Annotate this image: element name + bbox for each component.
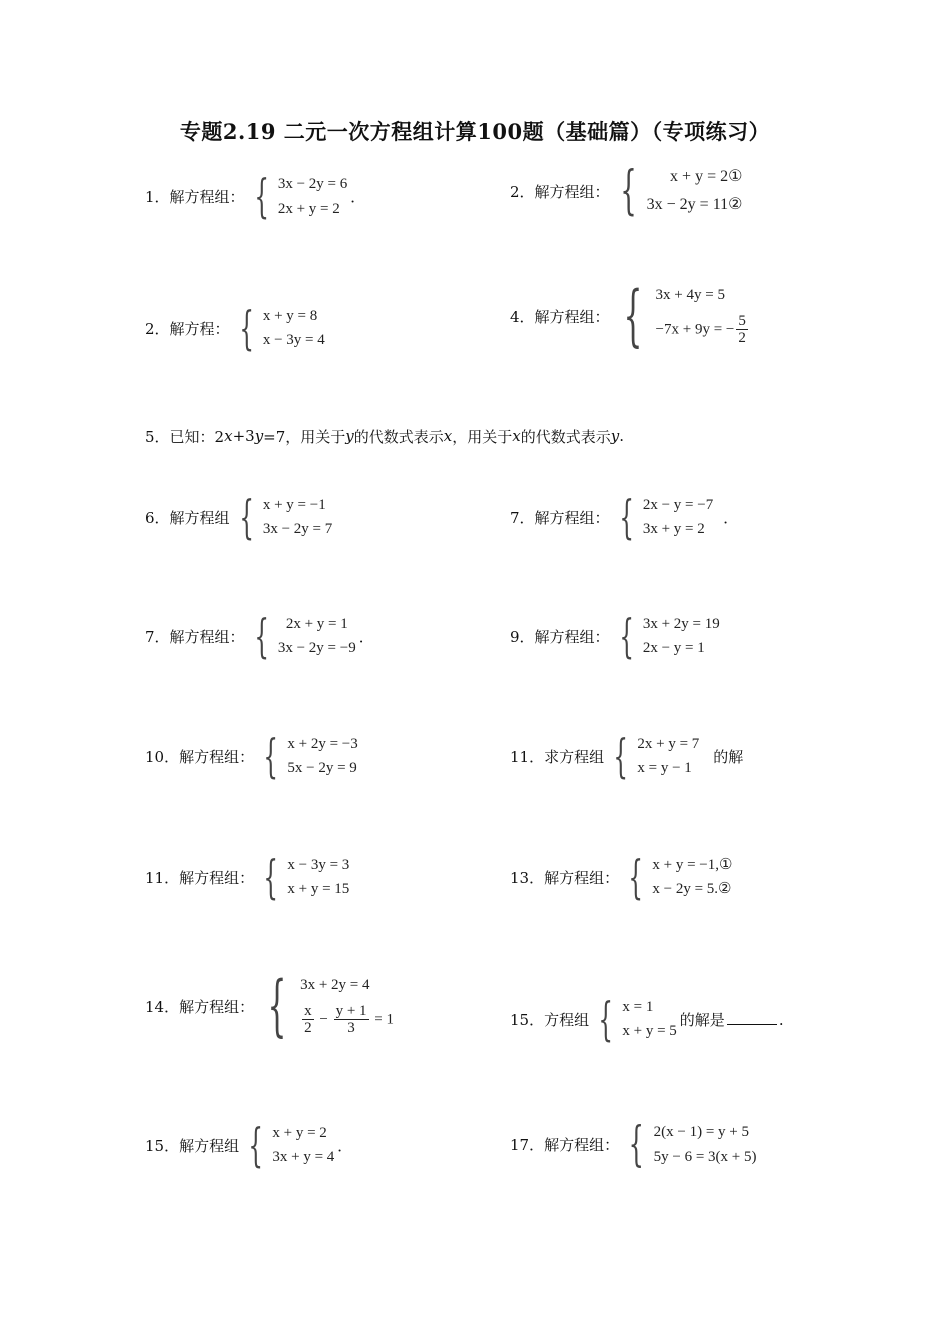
equation-1: 3x + 2y = 4 [300, 976, 370, 993]
problem-label: 6．解方程组 [145, 508, 230, 527]
equation-system [256, 850, 350, 904]
equation-2: 3x + y = 4 [272, 1149, 335, 1165]
problem-label: 10．解方程组： [145, 747, 255, 766]
problem-suffix: ． [723, 508, 739, 527]
equation-system [232, 301, 325, 355]
equation-system [241, 1118, 335, 1172]
left-brace-icon: { [238, 301, 254, 355]
equation-1: 2x + y = 7 [637, 736, 700, 752]
problem-suffix: ． [350, 187, 366, 206]
equation-system [256, 729, 358, 783]
problem-8 [145, 611, 374, 661]
equation-1: x + y = −1,① [652, 857, 733, 873]
equation-system [612, 609, 720, 663]
problem-16 [145, 1120, 352, 1170]
equation-1: x + y = 8 [262, 308, 318, 324]
equation-1: x = 1 [622, 999, 654, 1015]
equation-2: x − 3y = 4 [262, 332, 325, 348]
equation-system [612, 277, 750, 354]
equation-2: 5x − 2y = 9 [287, 760, 357, 776]
problem-13 [510, 852, 732, 902]
problem-17 [510, 1118, 757, 1170]
equation-2: $\frac{x}{2}$ − $\frac{y + 1}{3}$ = 1 [304, 1002, 394, 1036]
left-brace-icon: { [238, 490, 254, 544]
equation-2: 2x + y = 2 [277, 200, 340, 217]
equation-2: 2x − y = 1 [642, 640, 705, 656]
equation-2: −7x + 9y = − $\frac{5}{2}$ [655, 312, 746, 346]
equation-system [621, 850, 733, 904]
equation-2: 3x + y = 2 [642, 521, 705, 537]
problem-label: 11．求方程组 [510, 747, 605, 766]
problem-10 [145, 731, 358, 781]
equation-system [256, 967, 394, 1044]
fraction: $\frac{y + 1}{3}$ [335, 1002, 367, 1036]
left-brace-icon: { [628, 850, 644, 904]
problem-label: 4．解方程组： [510, 307, 610, 326]
equation-2: x = y − 1 [637, 760, 692, 776]
left-brace-icon: { [267, 967, 287, 1044]
problem-7 [510, 492, 738, 542]
equation-1: x + y = 2① [670, 168, 743, 186]
equation-2: 3x − 2y = 11② [646, 196, 743, 214]
equation-1: 2x − y = −7 [642, 497, 714, 513]
equation-1: x + 2y = −3 [287, 736, 358, 752]
equation-2: x + y = 15 [287, 881, 350, 897]
equation-system [612, 163, 743, 219]
left-brace-icon: { [253, 609, 269, 663]
equation-2: x − 2y = 5.② [652, 881, 732, 897]
equation-system [621, 1116, 757, 1172]
problem-label: 14．解方程组： [145, 997, 255, 1016]
left-brace-icon: { [619, 161, 637, 221]
page-title: 专题2.19 二元一次方程组计算100题（基础篇）（专项练习） [179, 119, 771, 144]
left-brace-icon: { [253, 169, 269, 223]
left-brace-icon: { [618, 609, 634, 663]
equation-system [247, 171, 348, 221]
problem-5: 5．已知：2 x +3 y =7，用关于 y 的代数式表示 x ，用关于 x 的代数式表示 y . [145, 427, 625, 446]
problem-label: 7．解方程组： [145, 627, 245, 646]
left-brace-icon: { [618, 490, 634, 544]
equation-1: x + y = −1 [262, 497, 326, 513]
equation-system [247, 609, 356, 663]
equation-1: 2x + y = 1 [285, 616, 348, 632]
problem-label: 15．方程组 [510, 1010, 590, 1029]
problem-suffix: 的解 [713, 747, 744, 766]
problem-label: 7．解方程组： [510, 508, 610, 527]
left-brace-icon: { [628, 1116, 645, 1172]
problem-15 [510, 994, 784, 1044]
equation-1: 3x + 2y = 19 [642, 616, 720, 632]
problem-label: 15．解方程组 [145, 1136, 240, 1155]
equation-2: x + y = 5 [622, 1023, 677, 1039]
problem-label: 1．解方程组： [145, 187, 245, 206]
equation-1: 2(x − 1) = y + 5 [653, 1123, 750, 1140]
problem-label: 9．解方程组： [510, 627, 610, 646]
equation-1: x + y = 2 [272, 1125, 327, 1141]
equation-system [612, 490, 714, 544]
left-brace-icon: { [598, 992, 614, 1046]
problem-label: 2．解方程组： [510, 182, 610, 201]
equation-1: 3x − 2y = 6 [277, 175, 348, 192]
problem-14 [145, 967, 394, 1044]
left-brace-icon: { [263, 729, 279, 783]
left-brace-icon: { [248, 1118, 264, 1172]
equation-1: x − 3y = 3 [287, 857, 350, 873]
left-brace-icon: { [623, 277, 642, 354]
equation-system [591, 992, 677, 1046]
left-brace-icon: { [263, 850, 279, 904]
fraction: $\frac{5}{2}$ [738, 312, 746, 346]
problem-label: 2．解方程： [145, 319, 230, 338]
problem-3 [145, 303, 325, 353]
fraction: $\frac{x}{2}$ [304, 1002, 312, 1036]
problem-6 [145, 492, 332, 542]
problem-label: 13．解方程组： [510, 868, 620, 887]
equation-system [232, 490, 333, 544]
equation-2: 5y − 6 = 3(x + 5) [653, 1148, 757, 1165]
equation-system [606, 729, 700, 783]
problem-label: 11．解方程组： [145, 868, 255, 887]
problem-1 [145, 170, 365, 222]
problem-11 [510, 731, 743, 781]
problem-suffix: 的解是 . [679, 1010, 784, 1029]
equation-1: 3x + 4y = 5 [655, 286, 725, 303]
answer-blank[interactable] [727, 1010, 777, 1025]
left-brace-icon: { [613, 729, 629, 783]
problem-9 [510, 611, 720, 661]
equation-2: 3x − 2y = −9 [277, 640, 356, 656]
problem-suffix: ． [358, 627, 374, 646]
problem-4 [510, 277, 750, 354]
problem-2 [510, 162, 742, 220]
problem-label: 17．解方程组： [510, 1135, 620, 1154]
problem-suffix: ． [337, 1136, 353, 1155]
equation-2: 3x − 2y = 7 [262, 521, 333, 537]
problem-12 [145, 852, 349, 902]
